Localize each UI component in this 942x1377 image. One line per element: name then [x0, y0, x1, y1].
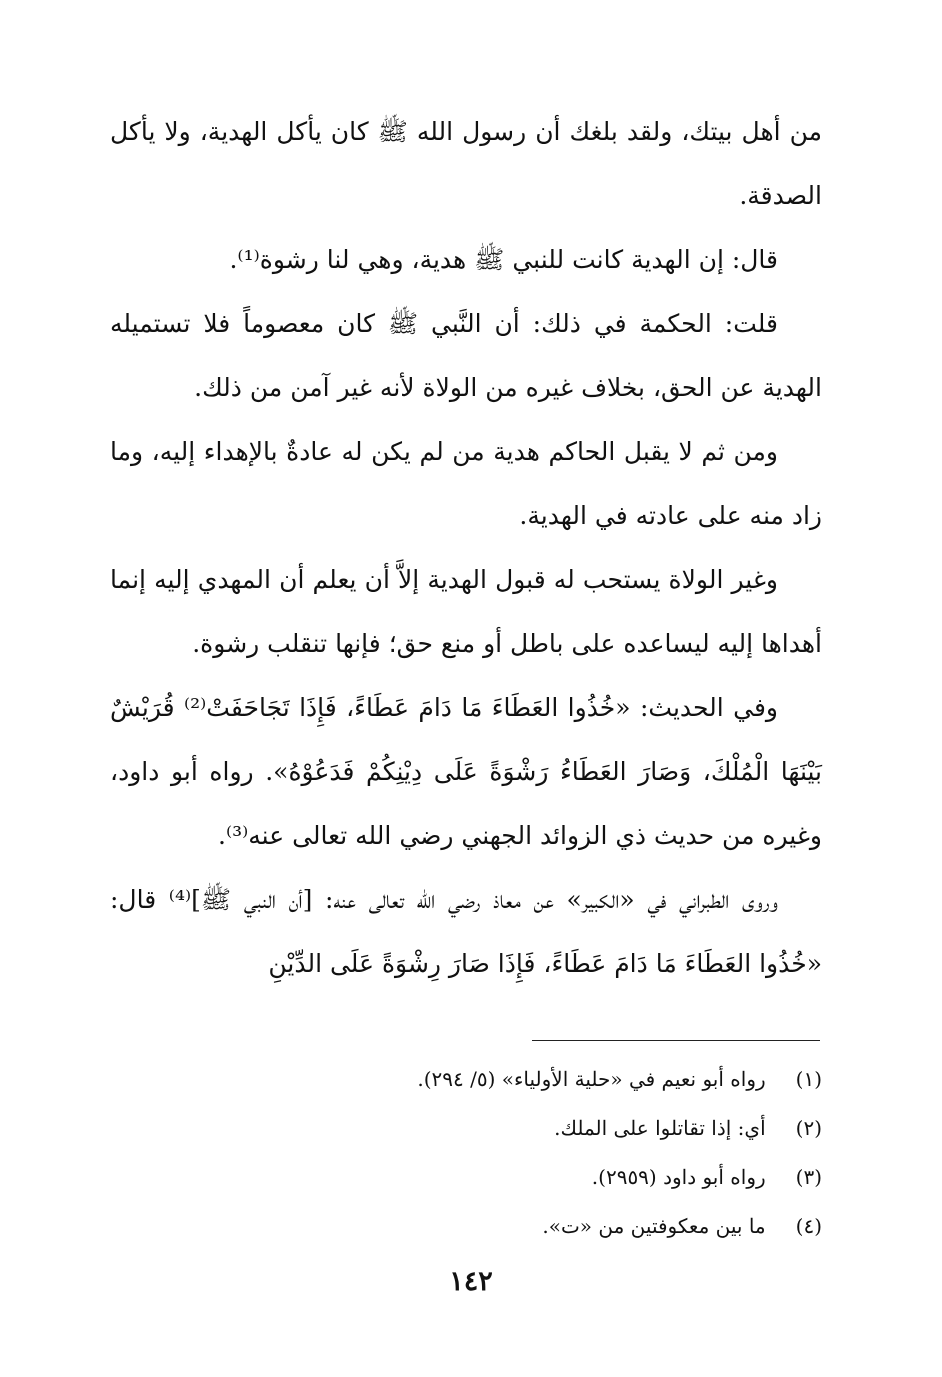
paragraph-6: وفي الحديث: «خُذُوا العَطَاءَ مَا دَامَ عَطَاءً، فَإِذَا تَجَاحَفَتْ⁽²⁾ قُرَيْشٌ بَيْنَهَا الْمُلْكَ، وَصَارَ العَطَاءُ رَشْوَةً عَلَى دِيْنِكُمْ فَدَعُوْهُ». رواه أبو داود، وغيره من حديث ذي الزوائد الجهني رضي الله تعالى عنه⁽³⁾. [110, 693, 822, 850]
footnote-divider [532, 1040, 820, 1041]
page-number: ١٤٢ [449, 1266, 493, 1297]
footnotes [110, 1055, 822, 1251]
paragraph-7: وروى الطبراني في «الكبير» عن معاذ رضي الله تعالى عنه: [أن النبي ﷺ]⁽⁴⁾ قال: «خُذُوا العَطَاءَ مَا دَامَ عَطَاءً، فَإِذَا صَارَ رِشْوَةً عَلَى الدِّيْنِ [110, 885, 822, 978]
paragraph-5: وغير الولاة يستحب له قبول الهدية إلاَّ أن يعلم أن المهدي إليه إنما أهداها إليه ليساعده على باطل أو منع حق؛ فإنها تنقلب رشوة. [110, 565, 822, 658]
footnote-text: ما بين معكوفتين من «ت». [542, 1214, 766, 1238]
paragraph-4: ومن ثم لا يقبل الحاكم هدية من لم يكن له عادةٌ بالإهداء إليه، وما زاد منه على عادته في الهدية. [110, 437, 822, 530]
footnote-number: (٤) [795, 1214, 822, 1238]
paragraph-3: قلت: الحكمة في ذلك: أن النَّبي ﷺ كان معصوماً فلا تستميله الهدية عن الحق، بخلاف غيره من الولاة لأنه غير آمن من ذلك. [110, 309, 822, 402]
footnote-number: (١) [795, 1067, 822, 1091]
footnote-2 [110, 1104, 822, 1153]
footnote-text: رواه أبو نعيم في «حلية الأولياء» (٥/ ٢٩٤). [417, 1067, 766, 1091]
footnote-text: أي: إذا تقاتلوا على الملك. [554, 1116, 766, 1140]
footnote-4 [110, 1202, 822, 1251]
footnote-3 [110, 1153, 822, 1202]
paragraph-2: قال: إن الهدية كانت للنبي ﷺ هدية، وهي لنا رشوة⁽¹⁾. [229, 245, 778, 274]
footnote-number: (٣) [795, 1165, 822, 1189]
footnote-number: (٢) [795, 1116, 822, 1140]
paragraph-1: من أهل بيتك، ولقد بلغك أن رسول الله ﷺ كان يأكل الهدية، ولا يأكل الصدقة. [110, 117, 822, 210]
main-text [110, 100, 822, 996]
footnote-text: رواه أبو داود (٢٩٥٩). [591, 1165, 766, 1189]
footnote-1 [110, 1055, 822, 1104]
